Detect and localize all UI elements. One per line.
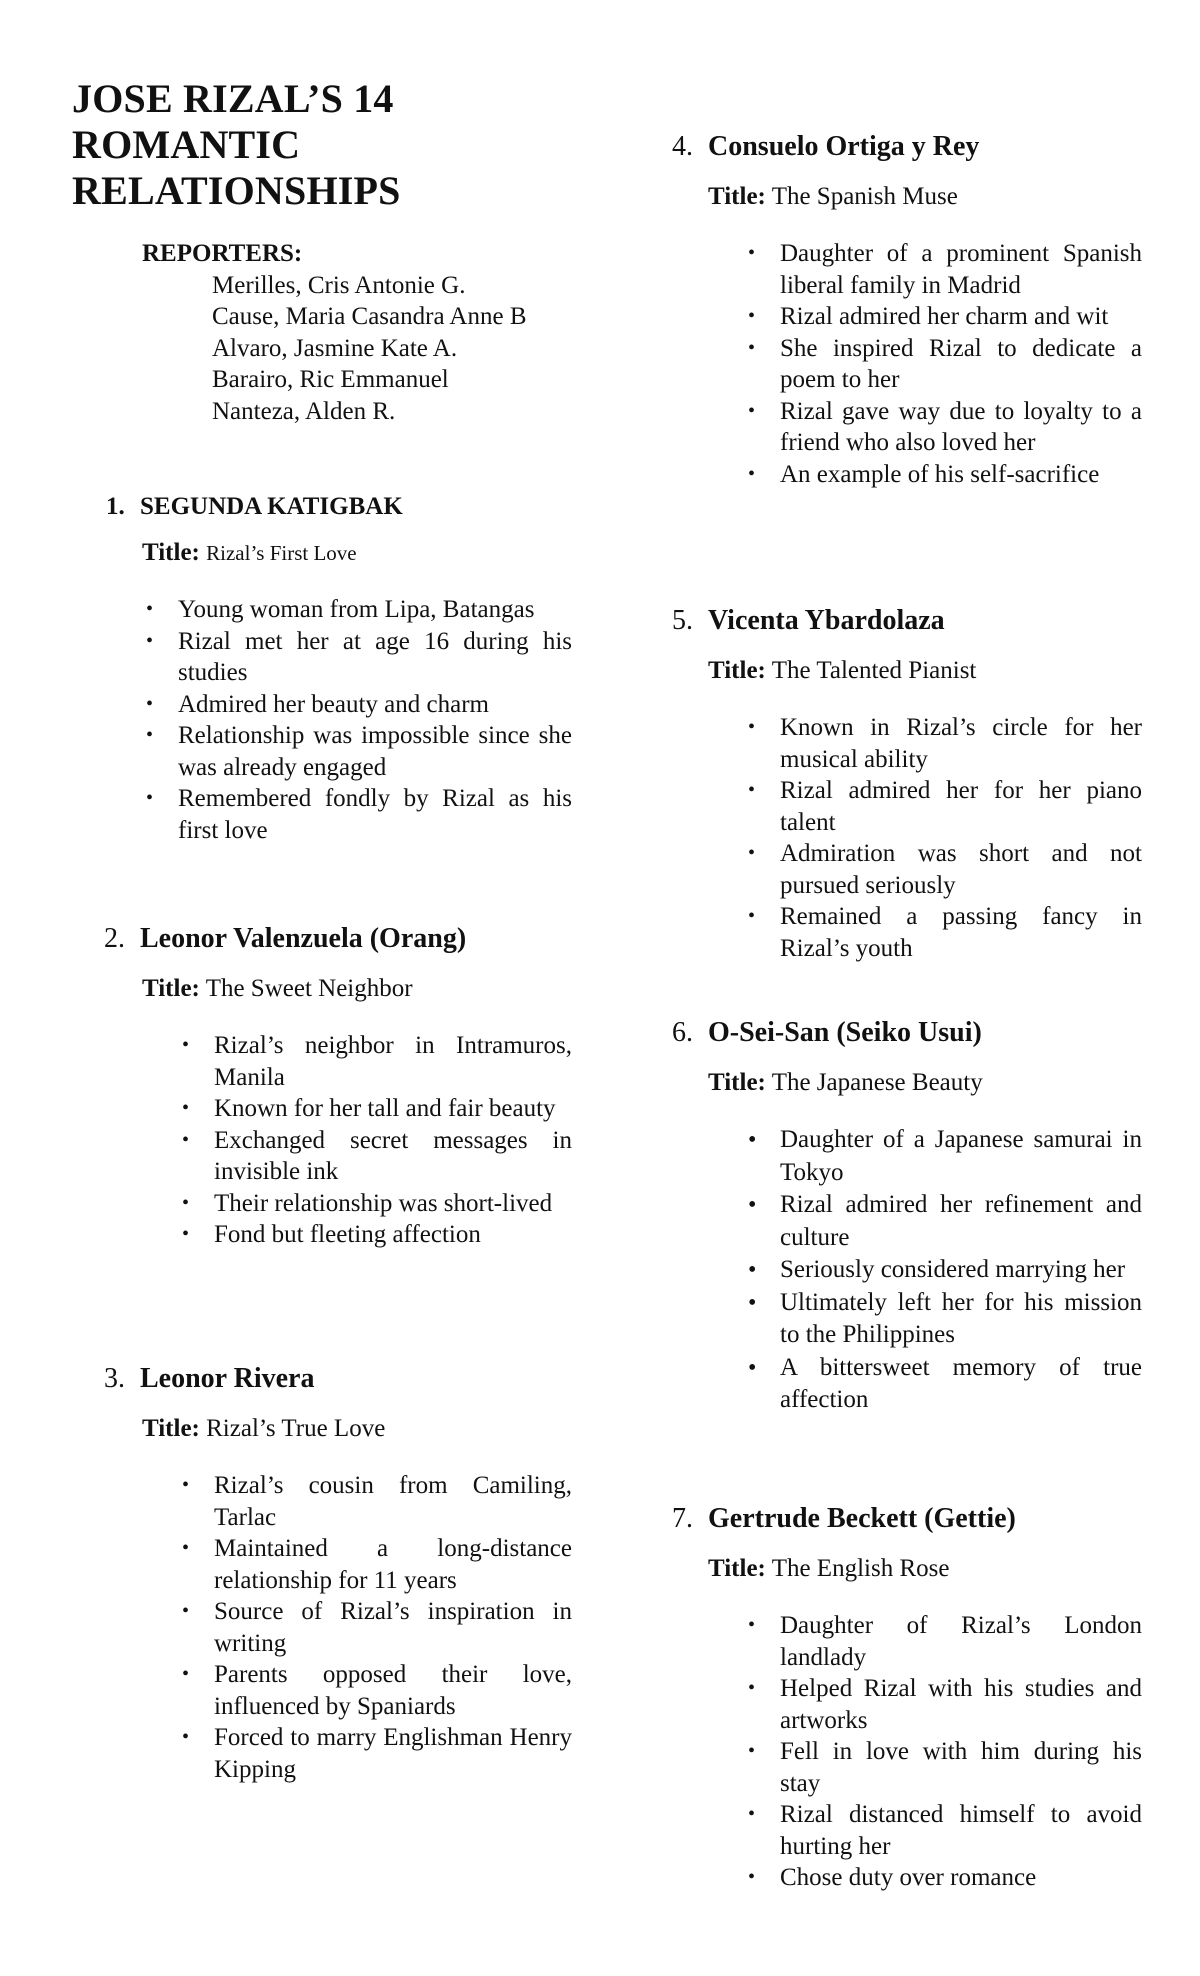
list-item: • Forced to marry Englishman Henry Kipping	[182, 1724, 572, 1783]
bullet-list	[672, 238, 1142, 490]
bullet-list	[72, 1030, 572, 1251]
bullet-icon: •	[182, 1097, 190, 1119]
bullet-icon: •	[748, 305, 756, 327]
bullet-icon: •	[748, 1677, 756, 1699]
reporter-name: Nanteza, Alden R.	[212, 397, 396, 425]
section-heading	[672, 1016, 1142, 1050]
bullet-icon: •	[182, 1223, 190, 1245]
list-item: • Their relationship was short-lived	[214, 1188, 572, 1220]
bullet-icon: •	[182, 1474, 190, 1496]
bullet-icon: •	[182, 1191, 190, 1214]
section-title	[72, 538, 572, 568]
title-line: RELATIONSHIPS	[72, 168, 401, 213]
section-o-sei-san	[672, 1016, 1142, 1417]
reporter-name: Barairo, Ric Emmanuel	[212, 366, 449, 393]
section-title	[672, 1554, 1142, 1584]
bullet-icon: •	[146, 692, 154, 715]
bullet-icon: •	[182, 1600, 190, 1622]
section-name: Consuelo Ortiga y Rey	[708, 131, 980, 162]
list-item: • Rizal distanced himself to avoid hurting her	[748, 1801, 1142, 1860]
section-title	[672, 656, 1142, 686]
reporter-name: Cause, Maria Casandra Anne B	[212, 303, 527, 330]
section-number: 5.	[672, 605, 693, 636]
title-line: ROMANTIC	[72, 122, 301, 167]
list-item: • Seriously considered marrying her	[780, 1254, 1142, 1287]
bullet-icon: •	[748, 716, 756, 738]
title-text: The English Rose	[771, 1555, 950, 1582]
section-gertrude-beckett	[672, 1502, 1142, 1894]
list-item: • Parents opposed their love, influenced by Spaniards	[182, 1661, 572, 1720]
bullet-icon: •	[748, 1289, 757, 1316]
bullet-list	[672, 1124, 1142, 1417]
title-line: JOSE RIZAL’S 14	[72, 76, 394, 121]
bullet-icon: •	[182, 1537, 190, 1559]
section-title	[672, 1068, 1142, 1098]
list-item: • Admired her beauty and charm	[178, 689, 572, 721]
list-item: • Exchanged secret messages in invisible ink	[182, 1126, 572, 1185]
bullet-icon: •	[748, 779, 756, 801]
bullet-icon: •	[146, 787, 154, 809]
bullet-list	[72, 594, 572, 846]
bullet-icon: •	[748, 1192, 757, 1218]
title-prefix: Title:	[142, 975, 200, 1002]
bullet-icon: •	[748, 336, 756, 359]
section-heading	[672, 130, 1142, 164]
bullet-icon: •	[146, 598, 154, 620]
bullet-list	[72, 1470, 572, 1785]
bullet-icon: •	[748, 1614, 756, 1636]
section-title	[72, 974, 572, 1004]
reporters-block	[142, 238, 527, 427]
reporter-name: Merilles, Cris Antonie G.	[212, 271, 466, 299]
bullet-list	[672, 712, 1142, 964]
section-number: 6.	[672, 1017, 693, 1048]
title-prefix: Title:	[142, 539, 200, 566]
list-item: • Ultimately left her for his mission to the Philippines	[748, 1288, 1142, 1348]
section-number: 1.	[106, 493, 125, 520]
list-item: • Known for her tall and fair beauty	[214, 1093, 572, 1125]
section-heading	[72, 922, 572, 956]
section-title	[72, 1414, 572, 1444]
bullet-icon: •	[748, 905, 756, 927]
list-item: • Rizal met her at age 16 during his studies	[146, 627, 572, 686]
bullet-icon: •	[748, 1803, 756, 1825]
section-name: Vicenta Ybardolaza	[708, 605, 945, 636]
section-leonor-valenzuela	[72, 922, 572, 1251]
list-item: • Chose duty over romance	[780, 1862, 1142, 1894]
title-prefix: Title:	[708, 657, 766, 684]
section-heading	[672, 1502, 1142, 1536]
section-heading	[72, 490, 572, 524]
reporters-label: REPORTERS:	[142, 240, 303, 267]
list-item: • A bittersweet memory of true affection	[748, 1353, 1142, 1413]
bullet-icon: •	[748, 462, 756, 485]
title-text: Rizal’s True Love	[206, 1415, 386, 1442]
section-number: 4.	[672, 131, 693, 162]
list-item: • Daughter of a prominent Spanish liberal family in Madrid	[748, 240, 1142, 299]
list-item: • Rizal admired her for her piano talent	[748, 777, 1142, 836]
bullet-icon: •	[748, 1740, 756, 1762]
list-item: • Remained a passing fancy in Rizal’s youth	[748, 903, 1142, 962]
section-number: 2.	[104, 923, 125, 954]
list-item: • An example of his self-sacrifice	[780, 459, 1142, 491]
title-prefix: Title:	[142, 1415, 200, 1442]
section-consuelo-ortiga	[672, 130, 1142, 490]
bullet-icon: •	[182, 1726, 190, 1748]
list-item: • Admiration was short and not pursued seriously	[748, 840, 1142, 899]
section-name: O-Sei-San (Seiko Usui)	[708, 1017, 982, 1048]
bullet-icon: •	[748, 1354, 757, 1381]
section-name: SEGUNDA KATIGBAK	[140, 493, 403, 520]
title-text: The Talented Pianist	[771, 657, 977, 684]
bullet-icon: •	[182, 1663, 190, 1685]
bullet-list	[672, 1610, 1142, 1894]
bullet-icon: •	[748, 842, 756, 864]
title-prefix: Title:	[708, 1069, 766, 1096]
bullet-icon: •	[748, 242, 756, 264]
section-segunda-katigbak	[72, 490, 572, 846]
title-text: The Japanese Beauty	[771, 1069, 983, 1096]
section-name: Gertrude Beckett (Gettie)	[708, 1503, 1016, 1534]
section-vicenta-ybardolaza	[672, 604, 1142, 964]
title-prefix: Title:	[708, 183, 766, 210]
section-heading	[72, 1362, 572, 1396]
list-item: • Fond but fleeting affection	[214, 1219, 572, 1251]
title-text: Rizal’s First Love	[206, 541, 357, 565]
title-text: The Spanish Muse	[771, 183, 958, 210]
title-prefix: Title:	[708, 1555, 766, 1582]
list-item: • Relationship was impossible since she was already engaged	[146, 722, 572, 781]
title-text: The Sweet Neighbor	[205, 975, 413, 1002]
section-number: 7.	[672, 1503, 693, 1534]
list-item: • Rizal admired her refinement and culture	[748, 1191, 1142, 1251]
list-item: • Rizal gave way due to loyalty to a friend who also loved her	[748, 397, 1142, 456]
list-item: • Rizal’s neighbor in Intramuros, Manila	[182, 1032, 572, 1091]
section-number: 3.	[104, 1363, 125, 1394]
list-item: • Helped Rizal with his studies and artworks	[748, 1675, 1142, 1734]
list-item: • Known in Rizal’s circle for her musical ability	[748, 714, 1142, 773]
section-title	[672, 182, 1142, 212]
section-name: Leonor Valenzuela (Orang)	[140, 923, 467, 954]
list-item: • Daughter of a Japanese samurai in Tokyo	[748, 1126, 1142, 1186]
bullet-icon: •	[748, 1257, 757, 1283]
list-item: • Remembered fondly by Rizal as his first love	[146, 785, 572, 844]
list-item: • Source of Rizal’s inspiration in writing	[182, 1598, 572, 1657]
document-title	[72, 76, 401, 214]
bullet-icon: •	[146, 724, 154, 746]
list-item: • Rizal admired her charm and wit	[780, 301, 1142, 333]
list-item: • Maintained a long-distance relationship for 11 years	[182, 1535, 572, 1594]
list-item: • Rizal’s cousin from Camiling, Tarlac	[182, 1472, 572, 1531]
list-item: • She inspired Rizal to dedicate a poem to her	[748, 334, 1142, 393]
bullet-icon: •	[182, 1128, 190, 1151]
list-item: • Daughter of Rizal’s London landlady	[748, 1612, 1142, 1671]
reporter-name: Alvaro, Jasmine Kate A.	[212, 334, 458, 362]
list-item: • Young woman from Lipa, Batangas	[178, 594, 572, 626]
bullet-icon: •	[748, 1866, 756, 1888]
section-heading	[672, 604, 1142, 638]
list-item: • Fell in love with him during his stay	[748, 1738, 1142, 1797]
section-leonor-rivera	[72, 1362, 572, 1785]
section-name: Leonor Rivera	[140, 1363, 315, 1394]
bullet-icon: •	[146, 629, 154, 652]
bullet-icon: •	[182, 1034, 190, 1056]
bullet-icon: •	[748, 1127, 757, 1153]
bullet-icon: •	[748, 399, 756, 422]
